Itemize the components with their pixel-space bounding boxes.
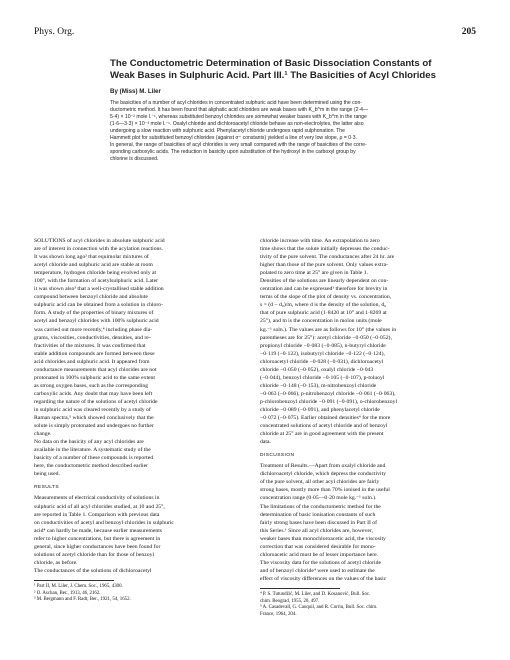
text-line: weaker bases than monochloroacetic acid, the viscosity <box>260 535 386 542</box>
text-line: stable addition compounds are formed between these <box>34 350 155 357</box>
footnote-rule <box>260 588 340 589</box>
right-column <box>260 237 476 618</box>
text-line: −0·072 (−0·075). Earlier obtained densities⁴ for the more <box>260 415 391 422</box>
text-line: (−0·044), benzoyl chloride −0·105 (−0·107), p-toluoyl <box>260 374 385 381</box>
text-line: chloride −0·089 (−0·091), and phenylacetyl chloride <box>260 406 380 413</box>
text-line: propionyl chloride −0·083 (−0·085), n-butyryl chloride <box>260 342 386 349</box>
text-line: acetyl chloride and sulphuric acid are stable at room <box>34 262 153 269</box>
journal-name: Phys. Org. <box>34 27 75 37</box>
left-column <box>34 237 247 604</box>
text-line: solutions of acetyl chloride than for those of benzoyl <box>34 551 155 558</box>
abstract-line: In general, the range of basicities of acyl chlorides is very small compared with the range of basicities of the corre- <box>110 142 367 149</box>
text-line: and of benzoyl chloride⁴ were used to estimate the <box>260 567 375 574</box>
text-line: concentrated solutions of acetyl chloride and of benzoyl <box>260 423 388 430</box>
text-line: chloride −0·050 (−0·052), oxalyl chloride −0·043 <box>260 366 374 373</box>
text-line: polated to zero time at 25° are given in Table 1. <box>260 270 369 277</box>
text-line: correction that was considered desirable for mono- <box>260 543 376 550</box>
text-line: of the pure solvent, all other acyl chlorides are fairly <box>260 479 380 486</box>
text-line: p-chlorobenzoyl chloride −0·091 (−0·091), o-chlorobenzoyl <box>260 398 398 405</box>
article-title <box>110 58 476 82</box>
text-line: fairly strong bases have been discussed in Part II of <box>260 519 378 526</box>
text-line: general, since higher conductances have been found for <box>34 543 161 550</box>
abstract-line: Hammett plot for substituted benzoyl chlorides (against σ⁺ constants) yielded a line of very low slope, ρ = 0·3. <box>110 135 357 142</box>
text-line: acid⁴ can hardly be made, because earlier measurements <box>34 527 162 534</box>
text-line: concentration range (0·05—0·20 mole kg.⁻¹ soln.). <box>260 495 377 502</box>
text-line: are reported in Table 1. Comparison with previous data <box>34 511 160 518</box>
text-line: The conductances of the solutions of dichloroacetyl <box>34 567 152 574</box>
text-line: carboxylic acids. Any doubt that may have been left <box>34 390 153 397</box>
text-line: sulphuric acid can be obtained from a solution in chloro- <box>34 302 164 309</box>
text-line: higher than those of the pure solvent. Only values extra- <box>260 262 388 269</box>
text-line: refer to higher concentrations, but there is agreement in <box>34 535 161 542</box>
text-line: compound between benzoyl chloride and absolute <box>34 294 148 301</box>
abstract-line: ductometric method. It has been found that aliphatic acid chlorides are weak bases with K_b^m in the range (2·4— <box>110 107 369 114</box>
text-line: sulphuric acid of all acyl chlorides studied, at 10 and 25°, <box>34 503 165 510</box>
text-line: chloride, as before. <box>34 559 78 566</box>
author-line: By (Miss) M. Liler <box>110 88 161 95</box>
abstract-line: undergoing a slow reaction with sulphuric acid. Phenylacetyl chloride undergoes rapid sulphonation. The <box>110 128 345 135</box>
text-line: Treatment of Results.—Apart from oxalyl chloride and <box>260 463 386 470</box>
results-continued <box>260 237 476 446</box>
text-line: It was shown long ago² that equimolar mixtures of <box>34 254 149 261</box>
text-line: basicity of a number of these compounds is reported <box>34 455 154 462</box>
text-line: data. <box>260 439 271 446</box>
footnotes-right <box>260 592 476 618</box>
results-paragraph <box>34 494 247 574</box>
footnote-rule <box>34 580 114 581</box>
text-line: chloride −0·148 (−0·153), m-nitrobenzoyl chloride <box>260 382 377 389</box>
text-line: in sulphuric acid was cleared recently by a study of <box>34 406 151 413</box>
text-line: SOLUTIONS of acyl chlorides in absolute sulphuric acid <box>34 238 165 244</box>
text-line: Densities of the solutions are linearly dependent on con- <box>260 278 389 285</box>
text-line: The limitations of the conductometric method for the <box>260 503 381 510</box>
text-line: grams, viscosities, conductivities, densities, and re- <box>34 334 151 341</box>
footnote: France, 1964, 204. <box>260 611 297 617</box>
text-line: parentheses are for 25°): acetyl chloride −0·050 (−0·052), <box>260 334 392 341</box>
footnote: ⁵ A. Casadevall, G. Cauquil, and R. Corriu, Bull. Soc. chim. <box>260 605 378 611</box>
footnote: ⁴ P. S. Tutundžić, M. Liler, and D. Kosanović, Bull. Soc. <box>260 591 371 597</box>
text-line: effect of viscosity differences on the values of the basic <box>260 575 387 582</box>
footnotes-left <box>34 584 247 604</box>
text-line: chloroacetyl chloride −0·028 (−0·031), dichloroacetyl <box>260 358 384 365</box>
text-line: 25°), and m is the concentration in molon units (mole <box>260 318 382 325</box>
text-line: as strong oxygen bases, such as the corresponding <box>34 382 149 389</box>
text-line: regarding the nature of the solutions of acetyl chloride <box>34 398 158 405</box>
discussion-paragraph <box>260 462 476 583</box>
abstract-line: 5·4) × 10⁻² mole l.⁻¹, whereas substituted benzoyl chlorides are somewhat weaker bases with K_b^m in the range <box>110 114 367 121</box>
text-line: temperature, hydrogen chloride being evolved only at <box>34 270 157 277</box>
page-number: 205 <box>461 27 476 37</box>
text-line: it was shown also³ that a well-crystallised stable addition <box>34 286 164 293</box>
no-data-paragraph <box>34 438 247 478</box>
text-line: chloride increase with time. An extrapolation to zero <box>260 238 380 244</box>
text-line: kg.⁻¹ soln.). The values are as follows for 10° (the values in <box>260 326 397 333</box>
discussion-heading: DISCUSSION <box>260 453 295 459</box>
text-line: 100°, with the formation of acetylsulphuric acid. Later <box>34 278 159 285</box>
text-line: fractivities of the mixtures. It was confirmed that <box>34 342 146 349</box>
text-line: tivity of the pure solvent. The conductances after 24 hr. are <box>260 254 395 261</box>
text-line: acid chlorides and sulphuric acid. It appeared from <box>34 358 150 365</box>
text-line: that of pure sulphuric acid (1·8420 at 10° and 1·8269 at <box>260 310 387 317</box>
page-header <box>34 27 476 41</box>
text-line: chloroacetic acid must be of lesser importance here. <box>260 551 379 558</box>
text-line: solute is simply protonated and undergoes no further <box>34 423 154 430</box>
abstract-line: (1·6—3·3) × 10⁻³ mole l.⁻¹. Oxalyl chloride and dichloroacetyl chloride behave as non-electrolytes, the latter also <box>110 121 364 128</box>
text-line: chloride at 25° are in good agreement with the present <box>260 431 384 438</box>
text-line: strong bases, mostly more than 70% ionised in the useful <box>260 487 390 494</box>
footnote: ³ M. Bergmann and F. Radt, Ber., 1921, 54, 1652. <box>34 597 131 603</box>
footnote: chim. Beograd, 1955, 20, 497. <box>260 598 320 604</box>
text-line: here, the conductometric method described earlier <box>34 463 149 470</box>
text-line: centration and can be expressed¹ therefore for brevity in <box>260 286 388 293</box>
text-line: s = (d − d₀)/m, where d is the density of the solution, d₀ <box>260 302 387 309</box>
text-line: being used. <box>34 471 60 478</box>
text-line: dichloroacetyl chloride, which depress the conductivity <box>260 471 387 478</box>
text-line: form. A study of the properties of binary mixtures of <box>34 310 154 317</box>
intro-paragraph <box>34 237 247 438</box>
abstract <box>110 100 476 163</box>
text-line: −0·119 (−0·122), isobutyryl chloride −0·122 (−0·124), <box>260 350 385 357</box>
text-line: conductance measurements that acyl chlorides are not <box>34 366 157 373</box>
text-line: change. <box>34 431 52 438</box>
abstract-line: chlorine is discussed. <box>110 156 159 163</box>
text-line: on conductivities of acetyl and benzoyl chlorides in sulphuric <box>34 519 174 526</box>
footnote: ¹ Part II, M. Liler, J. Chem. Soc., 1965, 4300. <box>34 583 123 589</box>
text-line: time shows that the solute initially depresses the conduc- <box>260 246 390 253</box>
text-line: was carried out more recently,⁴ including phase dia- <box>34 326 153 333</box>
text-line: available in the literature. A systematic study of the <box>34 447 151 454</box>
text-line: terms of the slope of the plot of density vs. concentration, <box>260 294 392 301</box>
text-line: determination of basic ionisation constants of such <box>260 511 376 518</box>
text-line: The viscosity data for the solutions of acetyl chloride <box>260 559 381 566</box>
text-line: are of interest in connection with the acylation reactions. <box>34 246 164 253</box>
title-line: Weak Bases in Sulphuric Acid. Part III.¹ The Basicities of Acyl Chlorides <box>110 70 436 81</box>
text-line: Measurements of electrical conductivity of solutions in <box>34 495 160 502</box>
title-line: The Conductometric Determination of Basic Dissociation Constants of <box>110 58 432 69</box>
text-line: No data on the basicity of any acyl chlorides are <box>34 439 144 446</box>
text-line: acetyl and benzoyl chlorides with 100% sulphuric acid <box>34 318 159 325</box>
results-heading: RESULTS <box>34 485 59 491</box>
footnote: ² O. Aschan, Ber., 1913, 46, 2162. <box>34 590 101 596</box>
abstract-line: sponding carboxylic acids. The reduction in basicity upon substitution of the hydroxyl in the carboxyl group by <box>110 149 356 156</box>
text-line: protonated in 100% sulphuric acid to the same extent <box>34 374 155 381</box>
text-line: Raman spectra,⁵ which showed conclusively that the <box>34 415 154 422</box>
text-line: −0·063 (−0·066), p-nitrobenzoyl chloride −0·061 (−0·063), <box>260 390 396 397</box>
text-line: this Series.¹ Since all acyl chlorides are, however, <box>260 527 373 534</box>
abstract-line: The basicities of a number of acyl chlorides in concentrated sulphuric acid have been determined using the con- <box>110 100 363 106</box>
